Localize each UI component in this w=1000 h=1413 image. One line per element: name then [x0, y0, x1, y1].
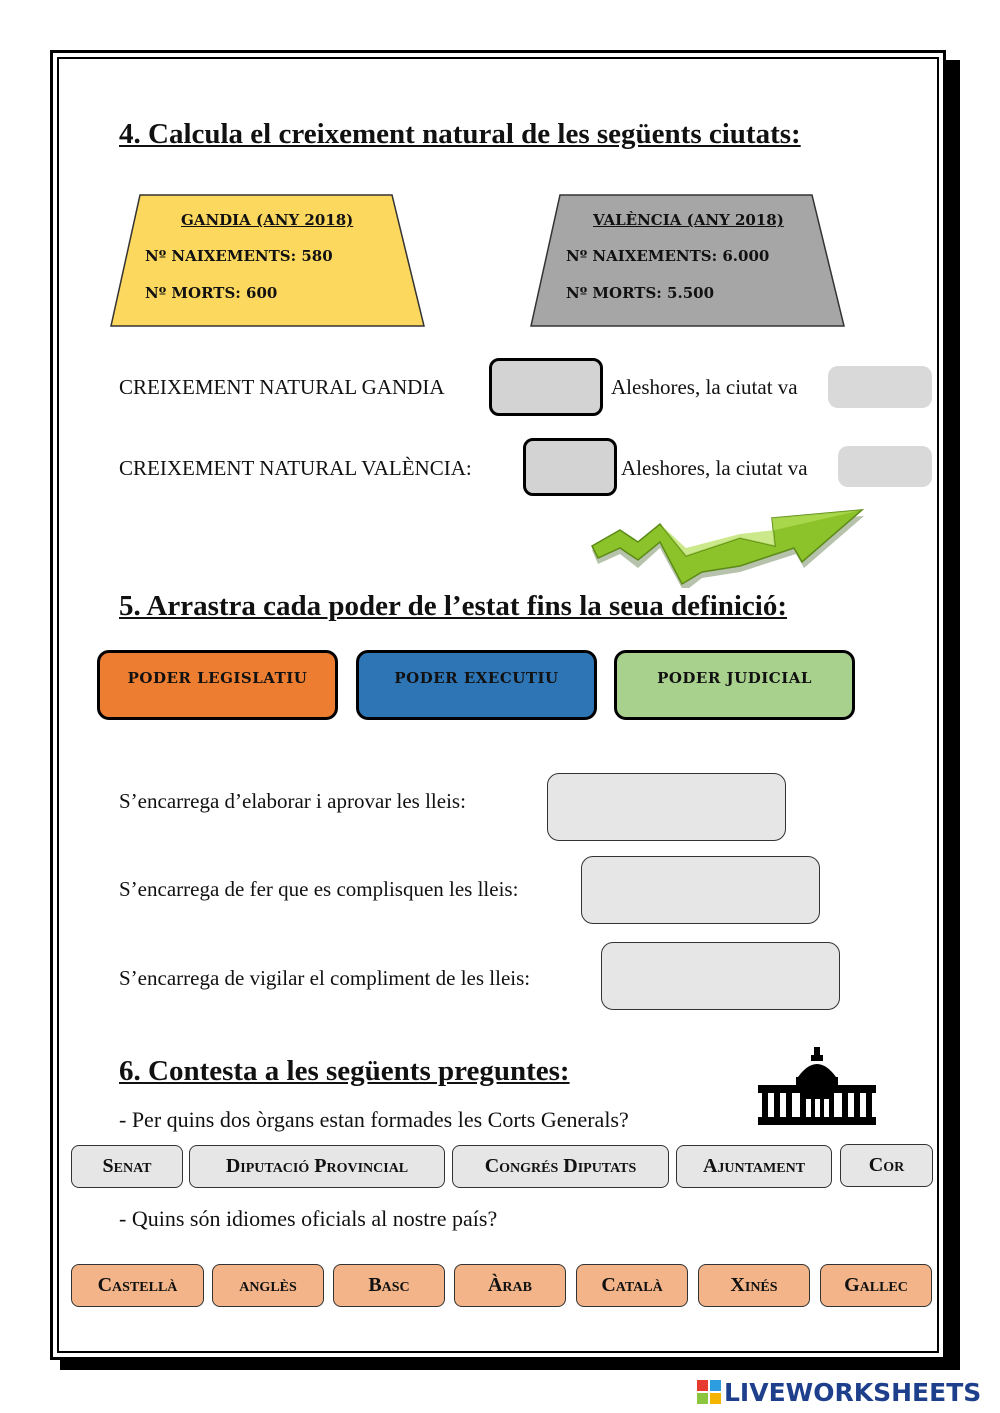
valencia-then-label: Aleshores, la ciutat va [621, 456, 808, 480]
section6-title: 6. Contesta a les següents preguntes: [119, 1055, 570, 1087]
definition-label-2: S’encarrega de fer que es complisquen les lleis: [119, 877, 519, 901]
option-cor[interactable]: Cor [840, 1144, 933, 1187]
gandia-deaths: Nº MORTS: 600 [145, 284, 278, 302]
option-basc[interactable]: Basc [333, 1264, 445, 1307]
valencia-title: VALÈNCIA (ANY 2018) [593, 211, 784, 229]
power-legislative-chip[interactable]: PODER LEGISLATIU [97, 650, 338, 720]
valencia-births: Nº NAIXEMENTS: 6.000 [566, 247, 770, 265]
option-senat[interactable]: Senat [71, 1145, 183, 1188]
section5-title: 5. Arrastra cada poder de l’estat fins la seua definició: [119, 590, 788, 622]
question-2: - Quins són idiomes oficials al nostre país? [119, 1206, 498, 1231]
definition-drop-2[interactable] [581, 856, 820, 924]
gandia-growth-input[interactable] [489, 358, 603, 416]
option-arab[interactable]: Àrab [454, 1264, 566, 1307]
gandia-trend-dropdown[interactable] [828, 366, 932, 408]
option-ajuntament[interactable]: Ajuntament [676, 1145, 832, 1188]
option-angles[interactable]: anglès [212, 1264, 324, 1307]
gandia-then-label: Aleshores, la ciutat va [611, 375, 798, 399]
definition-drop-3[interactable] [601, 942, 840, 1010]
parliament-building-icon [758, 1047, 876, 1127]
definition-label-3: S’encarrega de vigilar el compliment de les lleis: [119, 966, 531, 990]
liveworksheets-logo-icon [697, 1380, 721, 1404]
gandia-title: GANDIA (ANY 2018) [181, 211, 354, 229]
valencia-trend-dropdown[interactable] [838, 446, 932, 487]
liveworksheets-logo: LIVEWORKSHEETS [724, 1378, 982, 1407]
option-gallec[interactable]: Gallec [820, 1264, 932, 1307]
valencia-growth-input[interactable] [523, 438, 617, 496]
option-xines[interactable]: Xinés [698, 1264, 810, 1307]
power-judicial-chip[interactable]: PODER JUDICIAL [614, 650, 855, 720]
valencia-growth-label: CREIXEMENT NATURAL VALÈNCIA: [119, 456, 472, 480]
option-castella[interactable]: Castellà [71, 1264, 204, 1307]
growth-arrow-icon [590, 508, 870, 588]
valencia-deaths: Nº MORTS: 5.500 [566, 284, 715, 302]
gandia-births: Nº NAIXEMENTS: 580 [145, 247, 333, 265]
definition-label-1: S’encarrega d’elaborar i aprovar les lleis: [119, 789, 466, 813]
option-catala[interactable]: Català [576, 1264, 688, 1307]
section4-title: 4. Calcula el creixement natural de les següents ciutats: [119, 118, 801, 150]
option-congres-diputats[interactable]: Congrés Diputats [452, 1145, 669, 1188]
definition-drop-1[interactable] [547, 773, 786, 841]
option-diputacio-provincial[interactable]: Diputació Provincial [189, 1145, 445, 1188]
gandia-growth-label: CREIXEMENT NATURAL GANDIA [119, 375, 445, 399]
power-executive-chip[interactable]: PODER EXECUTIU [356, 650, 597, 720]
question-1: - Per quins dos òrgans estan formades les Corts Generals? [119, 1107, 629, 1132]
